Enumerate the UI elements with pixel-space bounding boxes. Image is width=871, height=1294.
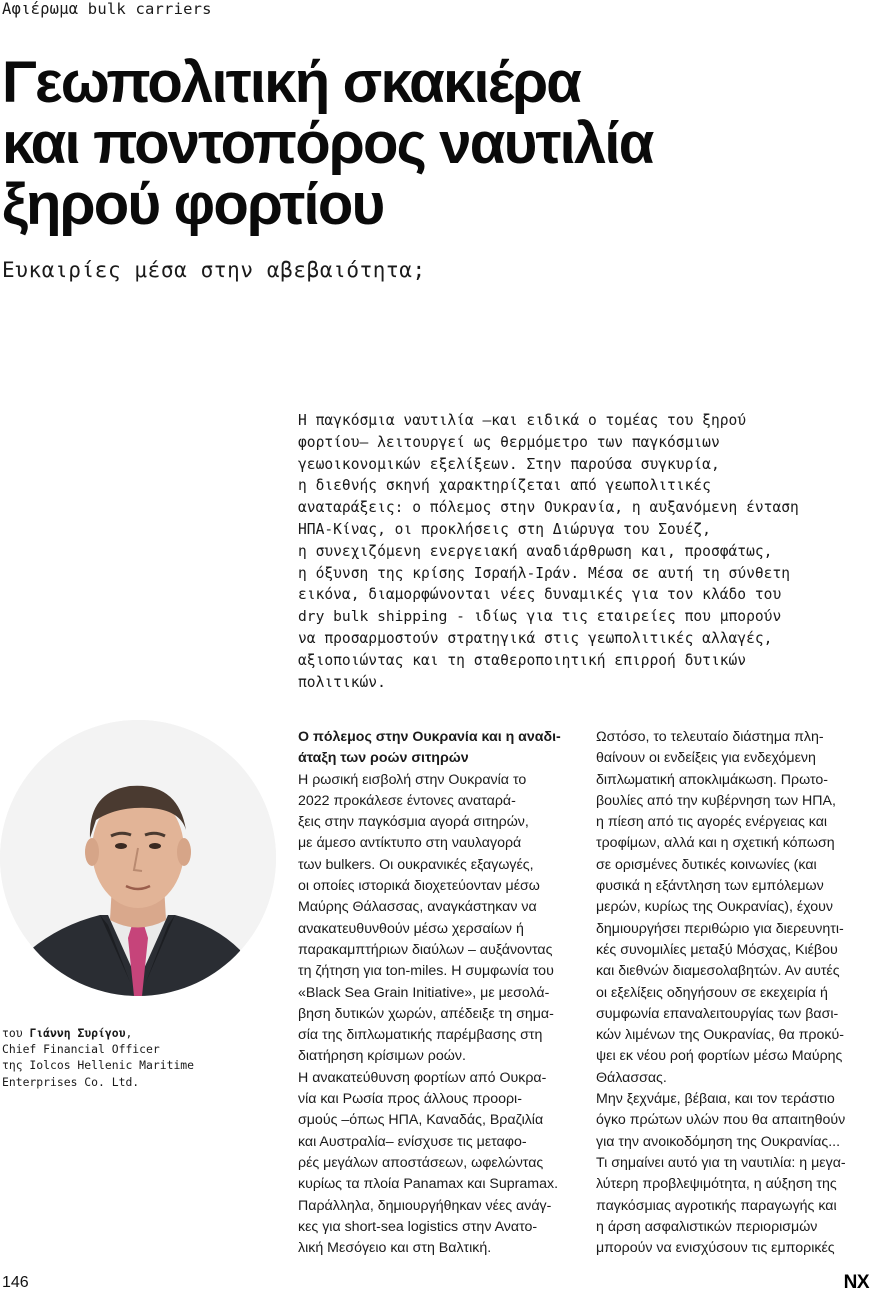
author-company: Enterprises Co. Ltd.	[2, 1074, 140, 1089]
body-line: η άρση ασφαλιστικών περιορισμών	[596, 1218, 818, 1235]
author-byline	[2, 1025, 194, 1041]
section-heading: άταξη των ροών σιτηρών	[298, 750, 469, 767]
body-line: ξεις στην παγκόσμια αγορά σιτηρών,	[298, 814, 529, 831]
body-line: λύτερη προβλεψιμότητα, η αύξηση της	[596, 1176, 837, 1193]
article-title-line: Γεωπολιτική σκακιέρα	[2, 50, 581, 115]
body-line: τροφίμων, αλλά και η σχετική κόπωση	[596, 835, 835, 852]
body-line: φυσικά η εξάντληση των εμπόλεμων	[596, 878, 824, 895]
body-line: παρακαμπτήριων διαύλων – αυξάνοντας	[298, 941, 553, 958]
body-line: ρές μεγάλων αποστάσεων, ωφελώντας	[298, 1154, 544, 1171]
author-prefix: του	[2, 1026, 30, 1040]
author-suffix: ,	[125, 1026, 133, 1040]
body-line: διπλωματική αποκλιμάκωση. Πρωτο-	[596, 771, 828, 788]
magazine-logo: NX	[843, 1272, 869, 1293]
article-subtitle: Ευκαιρίες μέσα στην αβεβαιότητα;	[2, 258, 426, 282]
intro-line: αξιοποιώντας και τη σταθεροποιητική επιρροή δυτικών	[298, 651, 747, 669]
author-company: της Iolcos Hellenic Maritime	[2, 1058, 195, 1073]
body-line: Θάλασσας.	[596, 1069, 667, 1086]
intro-line: η όξυνση της κρίσης Ισραήλ-Ιράν. Μέσα σε αυτή τη σύνθετη	[298, 564, 791, 582]
body-line: παγκόσμιας αγροτικής παραγωγής και	[596, 1197, 837, 1214]
intro-line: η διεθνής σκηνή χαρακτηρίζεται από γεωπολιτικές	[298, 477, 711, 495]
body-line: 2022 προκάλεσε έντονες αναταρά-	[298, 792, 516, 809]
section-heading: Ο πόλεμος στην Ουκρανία και η αναδι-	[298, 729, 561, 745]
body-line: με άμεσο αντίκτυπο στη ναυλαγορά	[298, 835, 522, 852]
body-column-2	[596, 727, 871, 1259]
body-line: κες για short-sea logistics στην Ανατο-	[298, 1218, 538, 1235]
body-line: κυρίως τα πλοία Panamax και Supramax.	[298, 1176, 559, 1193]
author-role: Chief Financial Officer	[2, 1042, 160, 1057]
body-line: και διεθνών διαμεσολαβητών. Αν αυτές	[596, 963, 840, 980]
body-line: συμφωνία επαναλειτουργίας των βασι-	[596, 1005, 839, 1022]
body-line: οι οποίες ιστορικά διοχετεύονταν μέσω	[298, 878, 540, 895]
body-line: τη ζήτηση για ton-miles. Η συμφωνία του	[298, 963, 554, 980]
intro-line: γεωοικονομικών εξελίξεων. Στην παρούσα συγκυρία,	[298, 455, 720, 473]
body-line: ψει εκ νέου ροή φορτίων μέσω Μαύρης	[596, 1048, 843, 1065]
body-line: η πίεση από τις αγορές ενέργειας και	[596, 814, 828, 831]
body-line: κών λιμένων της Ουκρανίας, θα προκύ-	[596, 1027, 844, 1044]
body-line: λική Μεσόγειο και στη Βαλτική.	[298, 1240, 492, 1257]
body-line: οι εξελίξεις οδηγήσουν σε εκεχειρία ή	[596, 984, 828, 1001]
intro-line: αναταράξεις: ο πόλεμος στην Ουκρανία, η αυξανόμενη ένταση	[298, 499, 799, 517]
article-title-line: ξηρού φορτίου	[2, 172, 384, 237]
intro-line: dry bulk shipping - ιδίως για τις εταιρείες που μπορούν	[298, 608, 782, 626]
body-line: όγκο πρώτων υλών που θα απαιτηθούν	[596, 1112, 846, 1129]
body-line: μπορούν να ενισχύσουν τις εμπορικές	[596, 1240, 835, 1257]
body-line: διατήρηση κρίσιμων ροών.	[298, 1048, 466, 1065]
body-line: βουλίες από την κυβέρνηση των ΗΠΑ,	[596, 792, 836, 809]
body-line: δημιουργήσει περιθώριο για διερευνητι-	[596, 920, 844, 937]
body-line: μερών, κυρίως της Ουκρανίας), έχουν	[596, 899, 834, 916]
article-title-line: και ποντοπόρος ναυτιλία	[2, 111, 653, 176]
intro-line: ΗΠΑ-Κίνας, οι προκλήσεις στη Διώρυγα του Σουέζ,	[298, 520, 711, 538]
body-line: Τι σημαίνει αυτό για τη ναυτιλία: η μεγα-	[596, 1154, 846, 1171]
author-portrait-illustration	[0, 720, 276, 996]
body-line: Η ρωσική εισβολή στην Ουκρανία το	[298, 771, 527, 788]
body-line: σε ορισμένες δυτικές κοινωνίες (και	[596, 856, 817, 873]
article-intro	[298, 410, 871, 693]
body-line: σία της διπλωματικής παρέμβασης στη	[298, 1027, 543, 1044]
author-photo	[0, 720, 276, 996]
intro-line: Η παγκόσμια ναυτιλία –και ειδικά ο τομέας του ξηρού	[298, 412, 747, 429]
body-line: Παράλληλα, δημιουργήθηκαν νέες ανάγ-	[298, 1197, 552, 1214]
author-name: Γιάννη Συρίγου	[29, 1026, 126, 1040]
article-title	[2, 52, 653, 235]
body-line: θαίνουν οι ενδείξεις για ενδεχόμενη	[596, 750, 816, 767]
author-caption	[2, 1025, 194, 1090]
body-line: νία και Ρωσία προς άλλους προορι-	[298, 1091, 522, 1108]
body-line: Η ανακατεύθυνση φορτίων από Ουκρα-	[298, 1069, 547, 1086]
body-line: βηση δυτικών χωρών, απέδειξε τη σημα-	[298, 1005, 554, 1022]
intro-line: φορτίου– λειτουργεί ως θερμόμετρο των παγκόσμιων	[298, 433, 720, 451]
body-line: σμούς –όπως ΗΠΑ, Καναδάς, Βραζιλία	[298, 1112, 544, 1129]
body-line: και Αυστραλία– ενίσχυσε τις μεταφο-	[298, 1133, 527, 1150]
body-line: Μην ξεχνάμε, βέβαια, και τον τεράστιο	[596, 1091, 835, 1108]
page-number: 146	[2, 1274, 29, 1291]
intro-line: εικόνα, διαμορφώνονται νέες δυναμικές για τον κλάδο του	[298, 586, 782, 604]
body-line: Μαύρης Θάλασσας, αναγκάστηκαν να	[298, 899, 537, 916]
body-line: Ωστόσο, το τελευταίο διάστημα πλη-	[596, 729, 824, 745]
body-line: ανακατευθυνθούν μέσω χερσαίων ή	[298, 920, 524, 937]
intro-line: να προσαρμοστούν στρατηγικά στις γεωπολιτικές αλλαγές,	[298, 629, 773, 647]
intro-line: πολιτικών.	[298, 673, 386, 691]
body-line: κές συνομιλίες μεταξύ Μόσχας, Κιέβου	[596, 941, 838, 958]
body-line: για την ανοικοδόμηση της Ουκρανίας...	[596, 1133, 841, 1150]
intro-line: η συνεχιζόμενη ενεργειακή αναδιάρθρωση και, προσφάτως,	[298, 542, 773, 560]
body-line: των bulkers. Οι ουκρανικές εξαγωγές,	[298, 856, 534, 873]
body-line: «Black Sea Grain Initiative», με μεσολά-	[298, 984, 550, 1001]
body-column-1	[298, 727, 574, 1259]
section-label: Αφιέρωμα bulk carriers	[2, 0, 212, 18]
